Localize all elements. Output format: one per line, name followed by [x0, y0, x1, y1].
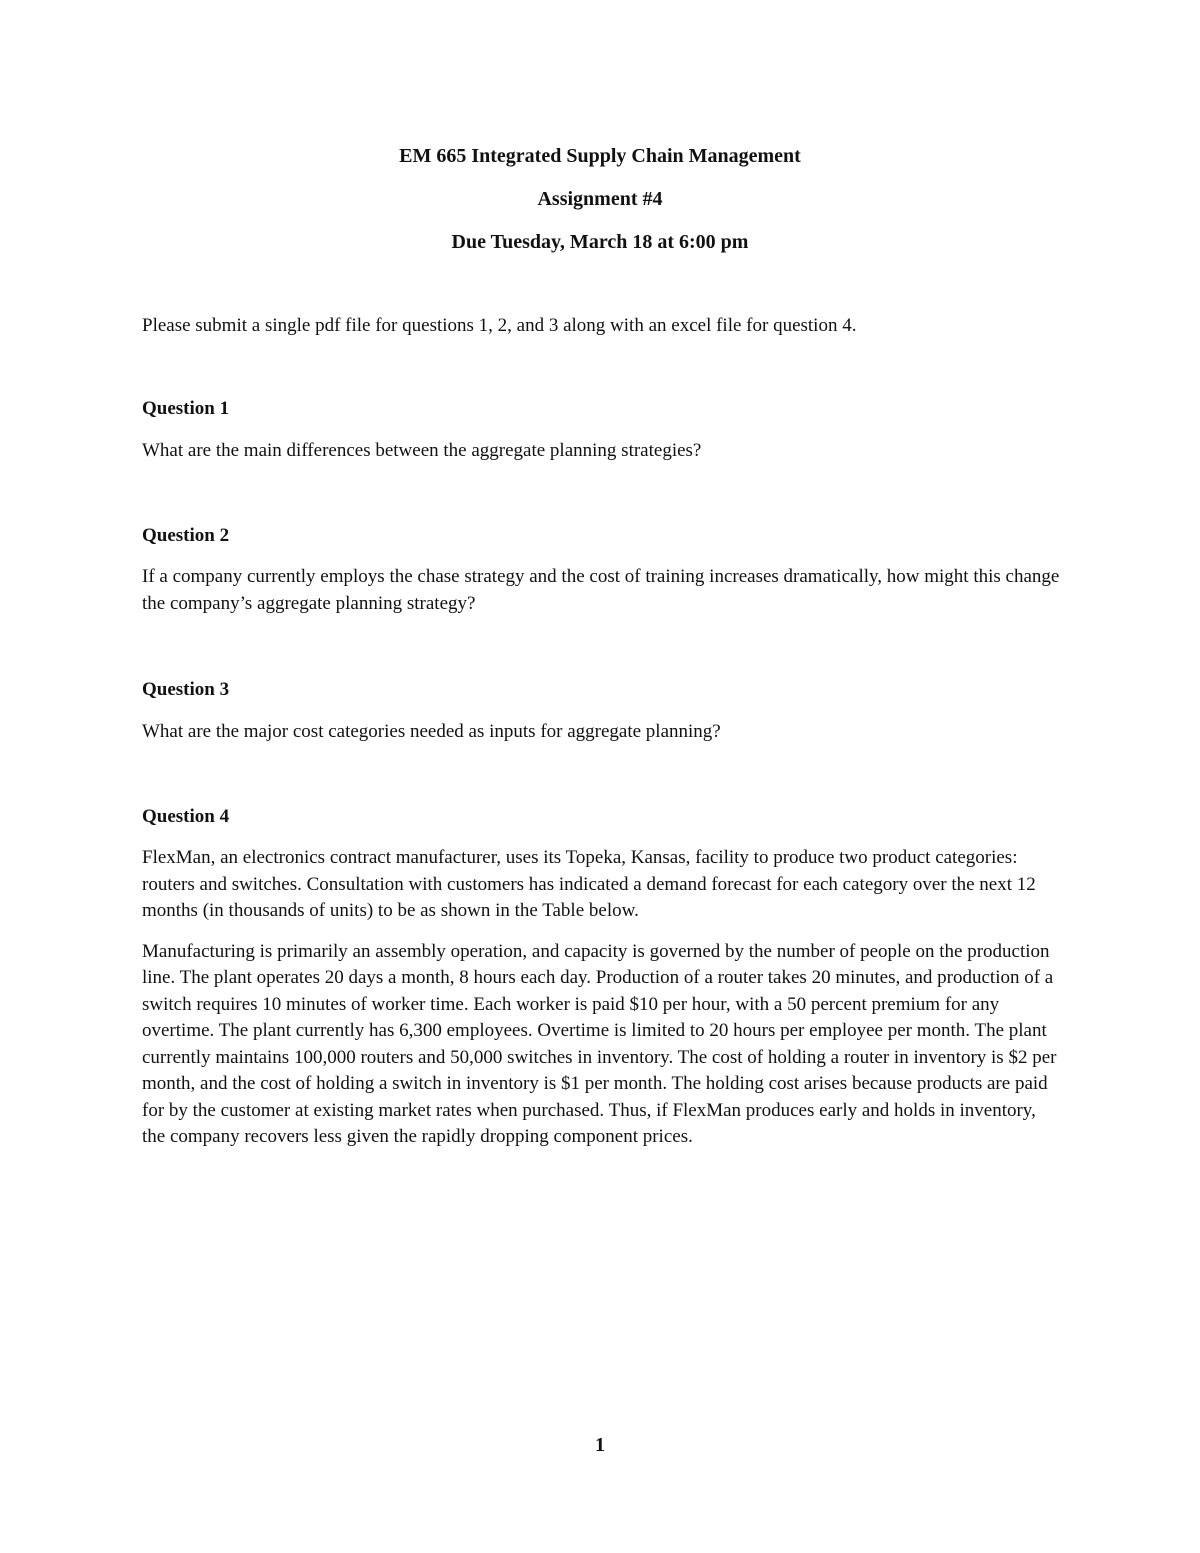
question-2-heading: Question 2	[142, 525, 230, 546]
question-1-text: What are the main differences between the aggregate planning strategies?	[142, 440, 702, 461]
question-2-text: If a company currently employs the chase strategy and the cost of training increases dramatically, how might this change the company’s aggregate planning strategy?	[142, 566, 1060, 614]
question-4	[142, 806, 1062, 1151]
question-3	[142, 679, 1062, 746]
question-4-text-continued: Manufacturing is primarily an assembly operation, and capacity is governed by the number of people on the production line. The plant operates 20 days a month, 8 hours each day. Production of a router takes 20 minutes, and production of a switch requires 10 minutes of worker time. Each worker is paid $10 per hour, with a 50 percent premium for any overtime. The plant currently has 6,300 employees. Overtime is limited to 20 hours per employee per month. The plant currently maintains 100,000 routers and 50,000 switches in inventory. The cost of holding a router in inventory is $2 per month, and the cost of holding a switch in inventory is $1 per month. The holding cost arises because products are paid for by the customer at existing market rates when purchased. Thus, if FlexMan produces early and holds in inventory, the company recovers less given the rapidly dropping component prices.	[142, 940, 1057, 1147]
question-3-text: What are the major cost categories needed as inputs for aggregate planning?	[142, 721, 721, 742]
question-4-text: FlexMan, an electronics contract manufacturer, uses its Topeka, Kansas, facility to produce two product categories: routers and switches. Consultation with customers has indicated a demand forecast for each category over the next 12 months (in thousands of units) to be as shown in the Table below.	[142, 847, 1036, 921]
page-number: 1	[595, 1434, 605, 1456]
question-2	[142, 525, 1062, 617]
question-3-heading: Question 3	[142, 679, 230, 700]
instructions-text: Please submit a single pdf file for questions 1, 2, and 3 along with an excel file for question 4.	[142, 315, 857, 336]
question-1	[142, 398, 1062, 465]
instructions-block	[142, 313, 1062, 340]
assignment-title: Assignment #4	[537, 188, 663, 210]
due-date: Due Tuesday, March 18 at 6:00 pm	[451, 231, 749, 253]
question-4-heading: Question 4	[142, 806, 230, 827]
question-1-heading: Question 1	[142, 398, 230, 419]
course-title: EM 665 Integrated Supply Chain Management	[399, 145, 801, 167]
